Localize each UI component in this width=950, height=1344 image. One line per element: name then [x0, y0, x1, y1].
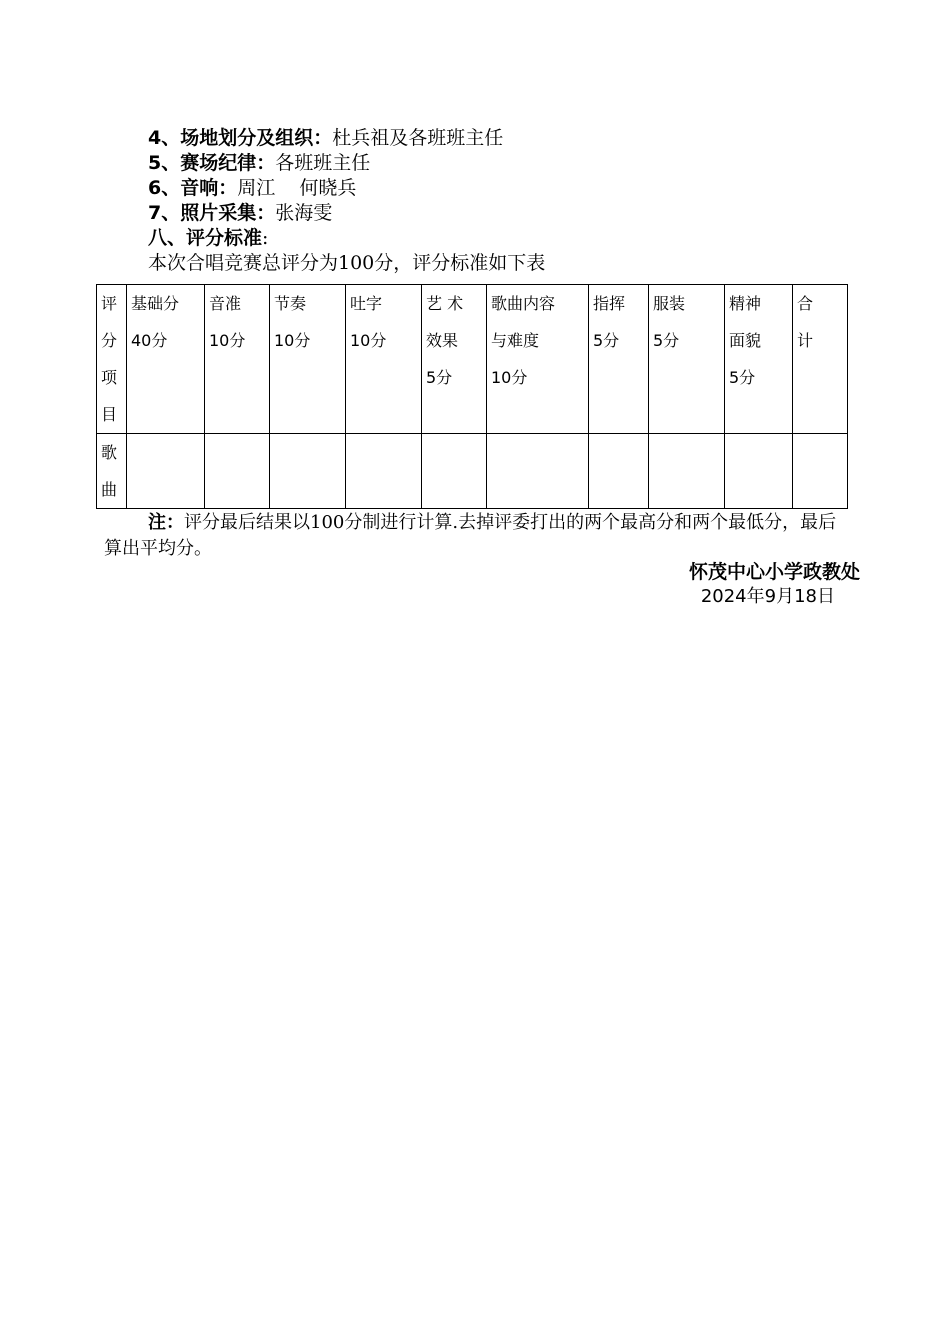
header-cell-conducting [589, 285, 649, 434]
header-cell-costume [649, 285, 725, 434]
item-discipline [148, 151, 370, 176]
item-text: 周江 何晓兵 [237, 177, 357, 199]
section-label: 八、评分标准 [148, 227, 263, 249]
cell-text: 基础分 [131, 294, 180, 313]
cell-text: 10分 [350, 331, 387, 350]
cell-text: 歌曲内容 [491, 294, 556, 313]
cell-text: 评 [101, 294, 118, 313]
cell-text: 5分 [593, 331, 620, 350]
cell-text: 效果 [426, 331, 459, 350]
score-cell[interactable] [346, 434, 422, 509]
header-cell-content [487, 285, 589, 434]
header-cell-rhythm [270, 285, 346, 434]
item-label: 5、赛场纪律： [148, 152, 276, 174]
note-indent [104, 512, 148, 533]
item-label: 4、场地划分及组织： [148, 127, 333, 149]
score-cell[interactable] [422, 434, 487, 509]
cell-text: 计 [797, 331, 814, 350]
intro-text: 本次合唱竞赛总评分为100分，评分标准如下表 [148, 252, 546, 274]
section-heading-scoring [148, 226, 268, 251]
note-label: 注： [148, 512, 184, 533]
cell-text: 曲 [101, 480, 118, 499]
cell-text: 10分 [274, 331, 311, 350]
item-photo [148, 201, 332, 226]
item-sound [148, 176, 356, 201]
header-cell-artistic [422, 285, 487, 434]
score-cell[interactable] [205, 434, 270, 509]
cell-text: 5分 [729, 368, 756, 387]
cell-text: 节奏 [274, 294, 307, 313]
cell-text: 项 [101, 368, 118, 387]
score-cell[interactable] [725, 434, 793, 509]
score-cell[interactable] [270, 434, 346, 509]
cell-text: 目 [101, 405, 118, 424]
note-text: 评分最后结果以100分制进行计算.去掉评委打出的两个最高分和两个最低分，最后算出平均分。 [104, 512, 837, 559]
item-venue [148, 126, 503, 151]
cell-text: 与难度 [491, 331, 540, 350]
cell-text: 精神 [729, 294, 762, 313]
score-cell[interactable] [487, 434, 589, 509]
item-text: 张海雯 [275, 202, 333, 224]
header-cell-diction [346, 285, 422, 434]
score-cell[interactable] [649, 434, 725, 509]
table-header-row [97, 285, 848, 434]
header-cell-total [793, 285, 848, 434]
header-cell-basic [127, 285, 205, 434]
cell-text: 歌 [101, 443, 118, 462]
header-cell-pitch [205, 285, 270, 434]
cell-text: 40分 [131, 331, 168, 350]
cell-text: 服装 [653, 294, 686, 313]
signature: 怀茂中心小学政教处 [688, 561, 860, 583]
scoring-table [96, 284, 848, 509]
cell-text: 面貌 [729, 331, 762, 350]
table-row-song [97, 434, 848, 509]
cell-text: 5分 [426, 368, 453, 387]
cell-text: 指挥 [593, 294, 626, 313]
score-cell[interactable] [127, 434, 205, 509]
cell-text: 吐字 [350, 294, 383, 313]
row-label-cell [97, 434, 127, 509]
cell-text: 音准 [209, 294, 242, 313]
note-paragraph [104, 510, 849, 562]
cell-text: 合 [797, 294, 814, 313]
cell-text: 艺 术 [426, 294, 464, 313]
header-label-cell [97, 285, 127, 434]
cell-text: 10分 [209, 331, 246, 350]
cell-text: 10分 [491, 368, 528, 387]
cell-text: 分 [101, 331, 118, 350]
score-cell[interactable] [793, 434, 848, 509]
item-label: 6、音响： [148, 177, 238, 199]
item-text: 杜兵祖及各班班主任 [332, 127, 504, 149]
score-cell[interactable] [589, 434, 649, 509]
date: 2024年9月18日 [700, 586, 835, 607]
section-colon: : [262, 227, 269, 249]
item-text: 各班班主任 [275, 152, 371, 174]
cell-text: 5分 [653, 331, 680, 350]
header-cell-spirit [725, 285, 793, 434]
item-label: 7、照片采集： [148, 202, 276, 224]
